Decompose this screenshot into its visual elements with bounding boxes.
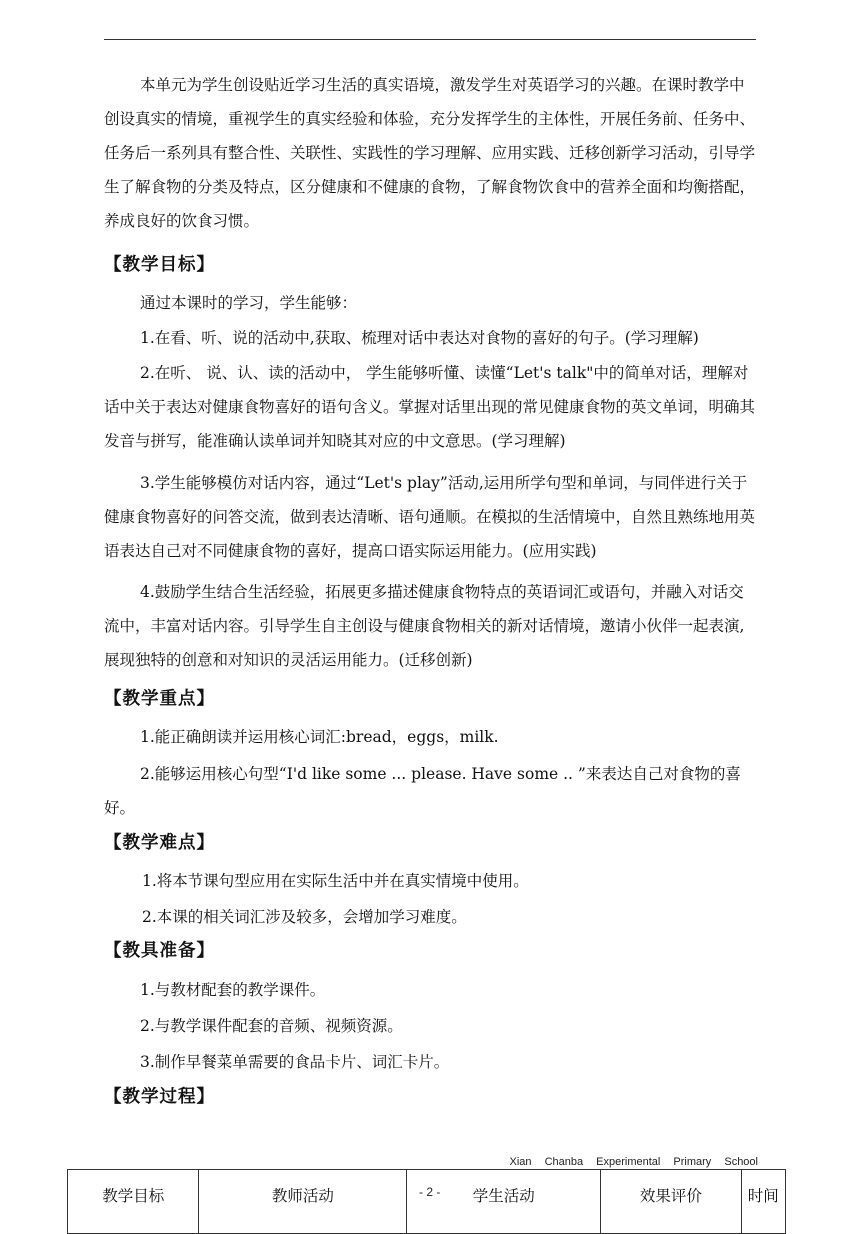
material-item-3: 3.制作早餐菜单需要的食品卡片、词汇卡片。: [140, 1053, 450, 1071]
objective-item-3: 3.学生能够模仿对话内容，通过“Let's play”活动,运用所学句型和单词，与同伴进行关于健康食物喜好的问答交流，做到表达清晰、语句通顺。在模拟的生活情境中，自然且熟练地用英语表达自己对不同健康食物的喜好，提高口语实际运用能力。(应用实践): [104, 474, 756, 560]
column-time: 时间: [741, 1170, 785, 1234]
objective-item-4: 4.鼓励学生结合生活经验，拓展更多描述健康食物特点的英语词汇或语句，并融入对话交流中，丰富对话内容。引导学生自主创设与健康食物相关的新对话情境，邀请小伙伴一起表演,展现独特的创意和对知识的灵活运用能力。(迁移创新): [104, 583, 745, 669]
materials-heading: 【教具准备】: [104, 941, 215, 961]
process-table: [67, 1169, 786, 1234]
material-item-1: 1.与教材配套的教学课件。: [140, 981, 326, 999]
material-item-2: 2.与教学课件配套的音频、视频资源。: [140, 1017, 403, 1035]
column-teacher-activity: 教师活动: [199, 1170, 407, 1234]
page-number: - 2 -: [419, 1185, 441, 1199]
objectives-lead: 通过本课时的学习，学生能够：: [140, 294, 358, 312]
column-student-activity: 学生活动: [407, 1170, 601, 1234]
header-rule: [104, 39, 756, 40]
column-evaluation: 效果评价: [601, 1170, 741, 1234]
objectives-heading: 【教学目标】: [104, 255, 215, 275]
difficulty-item-1: 1.将本节课句型应用在实际生活中并在真实情境中使用。: [142, 872, 529, 890]
column-objectives: 教学目标: [68, 1170, 199, 1234]
difficulties-heading: 【教学难点】: [104, 833, 215, 853]
table-header-row: [68, 1170, 786, 1234]
footer-school-name: Xian Chanba Experimental Primary School: [509, 1156, 758, 1168]
key-point-item-1: 1.能正确朗读并运用核心词汇:bread，eggs，milk.: [140, 728, 499, 746]
objective-item-2: 2.在听、 说、认、读的活动中， 学生能够听懂、读懂“Let's talk"中的简单对话，理解对话中关于表达对健康食物喜好的语句含义。掌握对话里出现的常见健康食物的英文单词，明确其发音与拼写，能准确认读单词并知晓其对应的中文意思。(学习理解): [104, 364, 756, 450]
intro-paragraph: 本单元为学生创设贴近学习生活的真实语境，激发学生对英语学习的兴趣。在课时教学中创设真实的情境，重视学生的真实经验和体验，充分发挥学生的主体性，开展任务前、任务中、任务后一系列具有整合性、关联性、实践性的学习理解、应用实践、迁移创新学习活动，引导学生了解食物的分类及特点，区分健康和不健康的食物，了解食物饮食中的营养全面和均衡搭配，养成良好的饮食习惯。: [104, 76, 756, 230]
key-point-item-2: 2.能够运用核心句型“I'd like some ... please. Have some .. ”来表达自己对食物的喜好。: [104, 765, 741, 817]
process-heading: 【教学过程】: [104, 1087, 215, 1107]
difficulty-item-2: 2.本课的相关词汇涉及较多，会增加学习难度。: [142, 908, 467, 926]
objective-item-1: 1.在看、听、说的活动中,获取、梳理对话中表达对食物的喜好的句子。(学习理解): [140, 329, 699, 347]
key-points-heading: 【教学重点】: [104, 689, 215, 709]
